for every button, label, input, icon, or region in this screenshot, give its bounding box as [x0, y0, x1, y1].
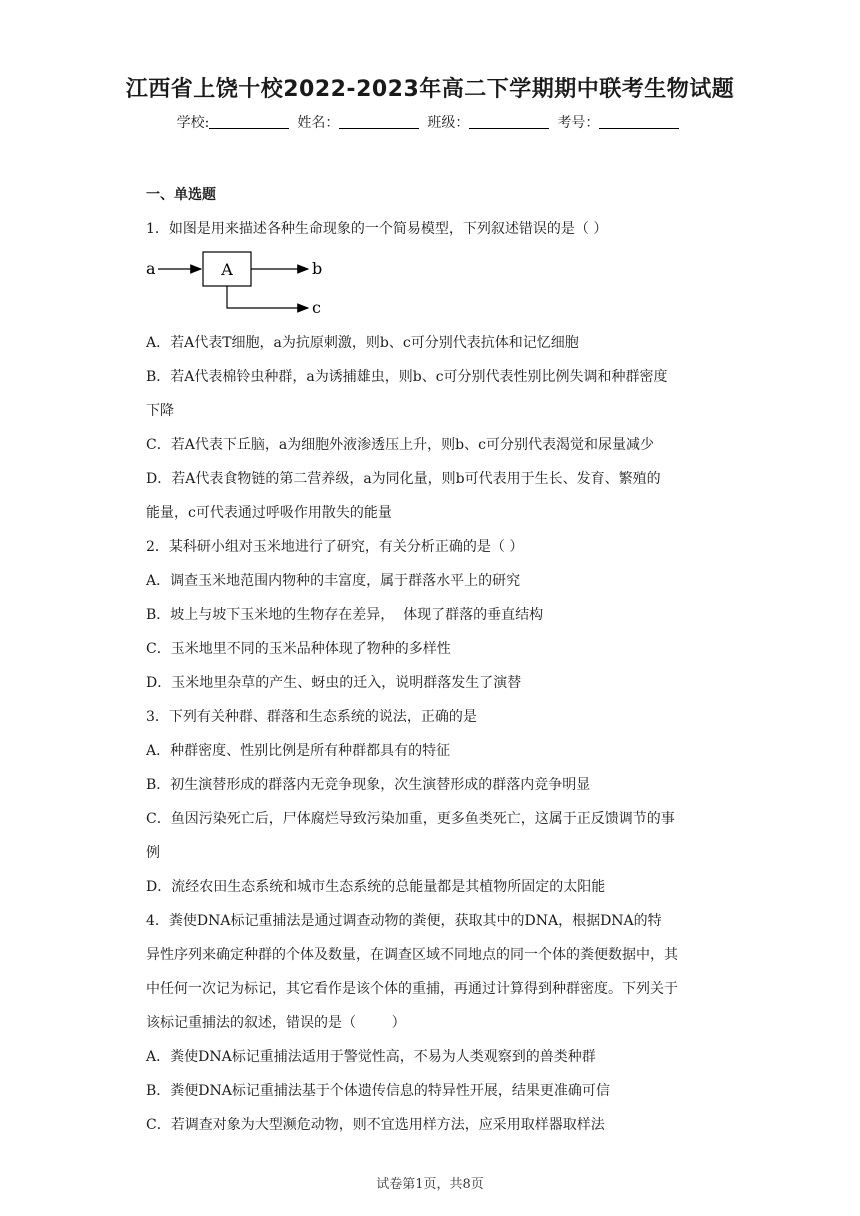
page-footer: 试卷第1页，共8页: [376, 1177, 484, 1192]
q2-stem: 2．某科研小组对玉米地进行了研究，有关分析正确的是（ ）: [146, 539, 524, 555]
exam-no-blank[interactable]: [599, 114, 679, 129]
diagram-arrow-c: [227, 286, 308, 308]
q3-stem: 3．下列有关种群、群落和生态系统的说法，正确的是: [146, 709, 477, 725]
q3-option-a: A．种群密度、性别比例是所有种群都具有的特征: [146, 743, 451, 759]
diagram-output-b: b: [312, 259, 323, 278]
q1-option-b-cont: 下降: [146, 403, 174, 419]
section-heading: 一、单选题: [146, 187, 216, 203]
name-label: 姓名：: [297, 115, 340, 131]
q2-option-b: B．坡上与坡下玉米地的生物存在差异， 体现了群落的垂直结构: [146, 607, 544, 623]
class-label: 班级：: [427, 115, 470, 131]
q3-option-b: B．初生演替形成的群落内无竞争现象，次生演替形成的群落内竞争明显: [146, 777, 591, 793]
q3-option-d: D．流经农田生态系统和城市生态系统的总能量都是其植物所固定的太阳能: [146, 879, 606, 895]
model-diagram: [146, 246, 720, 326]
q3-option-c-cont: 例: [146, 845, 160, 861]
q1-option-c: C．若A代表下丘脑，a为细胞外液渗透压上升，则b、c可分别代表渴觉和尿量减少: [146, 437, 654, 453]
q4-option-c: C．若调查对象为大型濒危动物，则不宜选用样方法，应采用取样器取样法: [146, 1117, 605, 1133]
q2-option-a: A．调查玉米地范围内物种的丰富度，属于群落水平上的研究: [146, 573, 521, 589]
q3-option-c: C．鱼因污染死亡后，尸体腐烂导致污染加重，更多鱼类死亡，这属于正反馈调节的事: [146, 811, 675, 827]
diagram-output-c: c: [312, 298, 321, 317]
q1-option-a: A．若A代表T细胞，a为抗原刺激，则b、c可分别代表抗体和记忆细胞: [146, 335, 579, 351]
q4-stem-line1: 4．粪使DNA标记重捕法是通过调查动物的粪便，获取其中的DNA，根据DNA的特: [146, 913, 662, 929]
name-blank[interactable]: [339, 114, 419, 129]
diagram-box-label: A: [221, 260, 233, 279]
school-label: 学校:: [176, 115, 210, 131]
q1-option-d: D．若A代表食物链的第二营养级，a为同化量，则b可代表用于生长、发育、繁殖的: [146, 471, 661, 487]
question-content: [146, 178, 720, 1142]
q4-stem-line3: 中任何一次记为标记，其它看作是该个体的重捕，再通过计算得到种群密度。下列关于: [146, 981, 678, 997]
student-info-line: [0, 112, 860, 132]
model-diagram-svg: [146, 246, 346, 326]
q4-option-a: A．粪使DNA标记重捕法适用于警觉性高，不易为人类观察到的兽类种群: [146, 1049, 596, 1065]
school-blank[interactable]: [209, 114, 289, 129]
q4-stem-line4: 该标记重捕法的叙述，错误的是（ ）: [146, 1015, 406, 1031]
page-title: 江西省上饶十校2022-2023年高二下学期期中联考生物试题: [125, 77, 735, 102]
q2-option-d: D．玉米地里杂草的产生、蚜虫的迁入，说明群落发生了演替: [146, 675, 522, 691]
q1-option-d-cont: 能量，c可代表通过呼吸作用散失的能量: [146, 505, 392, 521]
q2-option-c: C．玉米地里不同的玉米品种体现了物种的多样性: [146, 641, 451, 657]
class-blank[interactable]: [469, 114, 549, 129]
q1-option-b: B．若A代表棉铃虫种群，a为诱捕雄虫，则b、c可分别代表性别比例失调和种群密度: [146, 369, 668, 385]
q1-stem: 1．如图是用来描述各种生命现象的一个简易模型，下列叙述错误的是（ ）: [146, 221, 608, 237]
exam-no-label: 考号：: [557, 115, 600, 131]
q4-option-b: B．粪便DNA标记重捕法基于个体遗传信息的特异性开展，结果更准确可信: [146, 1083, 610, 1099]
diagram-input-label: a: [146, 259, 156, 278]
q4-stem-line2: 异性序列来确定种群的个体及数量，在调查区域不同地点的同一个体的粪便数据中，其: [146, 947, 678, 963]
